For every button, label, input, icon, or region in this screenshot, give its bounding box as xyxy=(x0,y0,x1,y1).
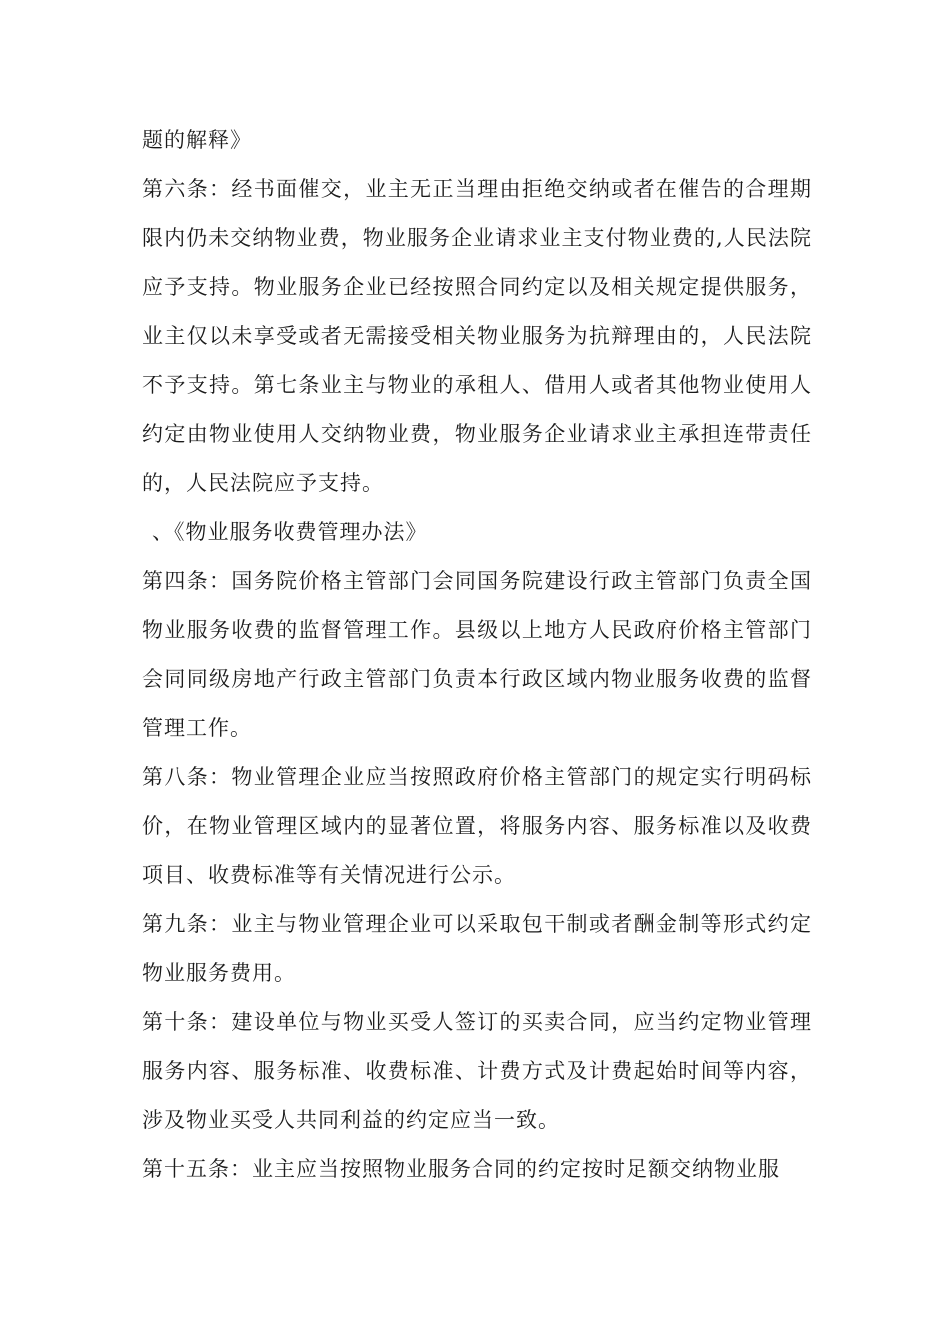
paragraph-article-4: 第四条：国务院价格主管部门会同国务院建设行政主管部门负责全国物业服务收费的监督管理工作。县级以上地方人民政府价格主管部门会同同级房地产行政主管部门负责本行政区域内物业服务收费的监督管理工作。 xyxy=(142,569,812,740)
paragraph-article-15: 第十五条：业主应当按照物业服务合同的约定按时足额交纳物业服 xyxy=(142,1157,780,1181)
paragraph-article-9: 第九条：业主与物业管理企业可以采取包干制或者酬金制等形式约定物业服务费用。 xyxy=(142,912,812,985)
document-body xyxy=(142,116,812,1194)
section-heading: 、《物业服务收费管理办法》 xyxy=(152,520,428,544)
paragraph-continuation: 题的解释》 xyxy=(142,128,252,152)
paragraph-article-10: 第十条：建设单位与物业买受人签订的买卖合同，应当约定物业管理服务内容、服务标准、收费标准、计费方式及计费起始时间等内容，涉及物业买受人共同利益的约定应当一致。 xyxy=(142,1010,812,1132)
paragraph-article-6: 第六条：经书面催交，业主无正当理由拒绝交纳或者在催告的合理期限内仍未交纳物业费，物业服务企业请求业主支付物业费的,人民法院应予支持。物业服务企业已经按照合同约定以及相关规定提供服务，业主仅以未享受或者无需接受相关物业服务为抗辩理由的，人民法院不予支持。第七条业主与物业的承租人、借用人或者其他物业使用人约定由物业使用人交纳物业费，物业服务企业请求业主承担连带责任的，人民法院应予支持。 xyxy=(142,177,812,495)
paragraph-article-8: 第八条：物业管理企业应当按照政府价格主管部门的规定实行明码标价，在物业管理区域内的显著位置，将服务内容、服务标准以及收费项目、收费标准等有关情况进行公示。 xyxy=(142,765,812,887)
